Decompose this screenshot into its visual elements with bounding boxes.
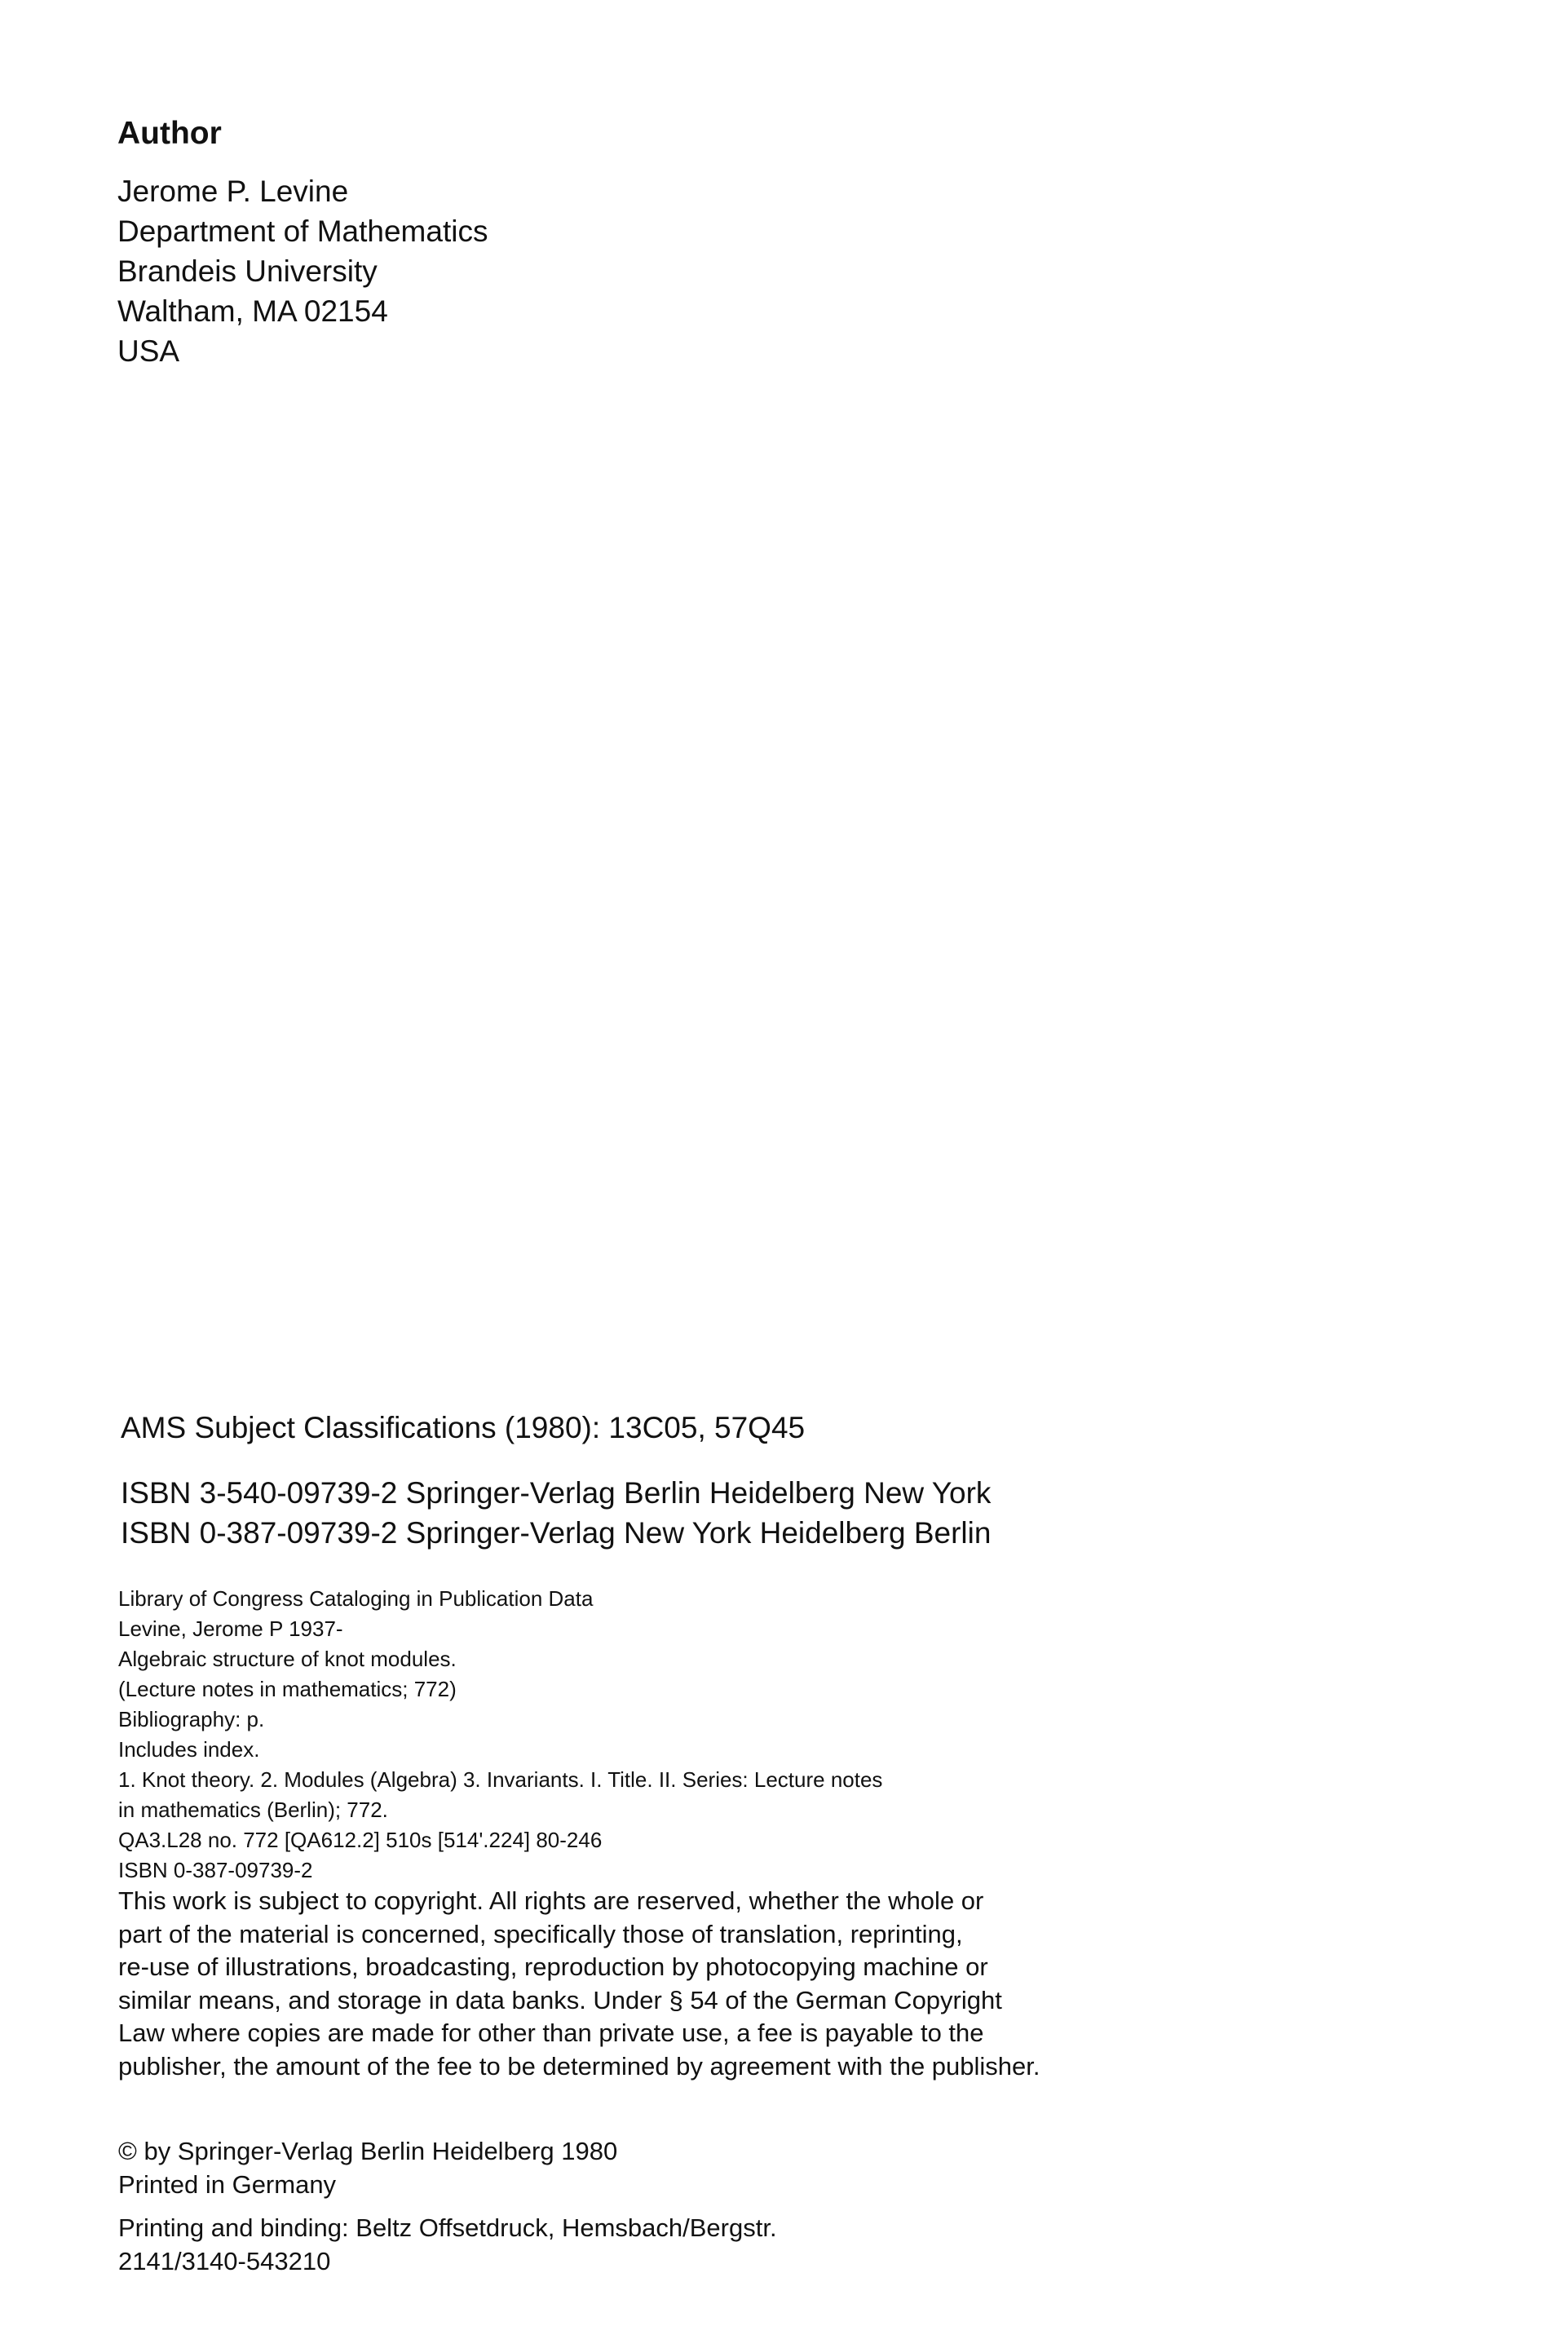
cip-line: in mathematics (Berlin); 772. bbox=[118, 1798, 388, 1822]
copyright-notice-line: similar means, and storage in data banks. Under § 54 of the German Copyright bbox=[118, 1985, 1002, 2014]
isbn-line: ISBN 3-540-09739-2 Springer-Verlag Berlin Heidelberg New York bbox=[121, 1476, 992, 1510]
copyright-notice bbox=[118, 1885, 1040, 2084]
copyright-notice-line: Law where copies are made for other than private use, a fee is payable to the bbox=[118, 2019, 984, 2048]
author-block bbox=[117, 114, 488, 371]
author-university: Brandeis University bbox=[117, 254, 378, 288]
print-code: 2141/3140-543210 bbox=[118, 2246, 331, 2275]
cip-line: ISBN 0-387-09739-2 bbox=[118, 1858, 313, 1882]
copyright-notice-line: re-use of illustrations, broadcasting, reproduction by photocopying machine or bbox=[118, 1952, 988, 1982]
author-city: Waltham, MA 02154 bbox=[117, 294, 388, 328]
copyright-notice-line: This work is subject to copyright. All rights are reserved, whether the whole or bbox=[118, 1886, 984, 1915]
cip-line: Library of Congress Cataloging in Publication Data bbox=[118, 1586, 594, 1611]
isbn-line: ISBN 0-387-09739-2 Springer-Verlag New York Heidelberg Berlin bbox=[121, 1516, 992, 1550]
cip-line: (Lecture notes in mathematics; 772) bbox=[118, 1677, 457, 1701]
cip-line: Algebraic structure of knot modules. bbox=[118, 1647, 457, 1671]
author-name: Jerome P. Levine bbox=[117, 175, 349, 208]
cip-line: Includes index. bbox=[118, 1737, 260, 1762]
printed-in: Printed in Germany bbox=[118, 2169, 337, 2199]
isbn-block bbox=[121, 1473, 991, 1553]
copyright-line: © by Springer-Verlag Berlin Heidelberg 1980 bbox=[118, 2137, 618, 2165]
cip-line: Bibliography: p. bbox=[118, 1707, 265, 1731]
ams-subject-classification: AMS Subject Classifications (1980): 13C05, 57Q45 bbox=[121, 1411, 806, 1444]
copyright-holder-block bbox=[118, 2135, 617, 2201]
author-heading: Author bbox=[117, 116, 222, 151]
author-department: Department of Mathematics bbox=[117, 214, 488, 248]
cip-line: Levine, Jerome P 1937- bbox=[118, 1616, 343, 1641]
printing-block bbox=[118, 2212, 777, 2278]
copyright-notice-line: publisher, the amount of the fee to be determined by agreement with the publisher. bbox=[118, 2051, 1040, 2081]
copyright-notice-line: part of the material is concerned, specifically those of translation, reprinting, bbox=[118, 1919, 963, 1948]
cip-line: 1. Knot theory. 2. Modules (Algebra) 3. Invariants. I. Title. II. Series: Lecture notes bbox=[118, 1767, 883, 1792]
author-country: USA bbox=[117, 334, 180, 368]
cip-line: QA3.L28 no. 772 [QA612.2] 510s [514'.224] 80-246 bbox=[118, 1828, 603, 1852]
cataloging-in-publication-data bbox=[118, 1584, 882, 1886]
printing-and-binding: Printing and binding: Beltz Offsetdruck, Hemsbach/Bergstr. bbox=[118, 2213, 777, 2242]
